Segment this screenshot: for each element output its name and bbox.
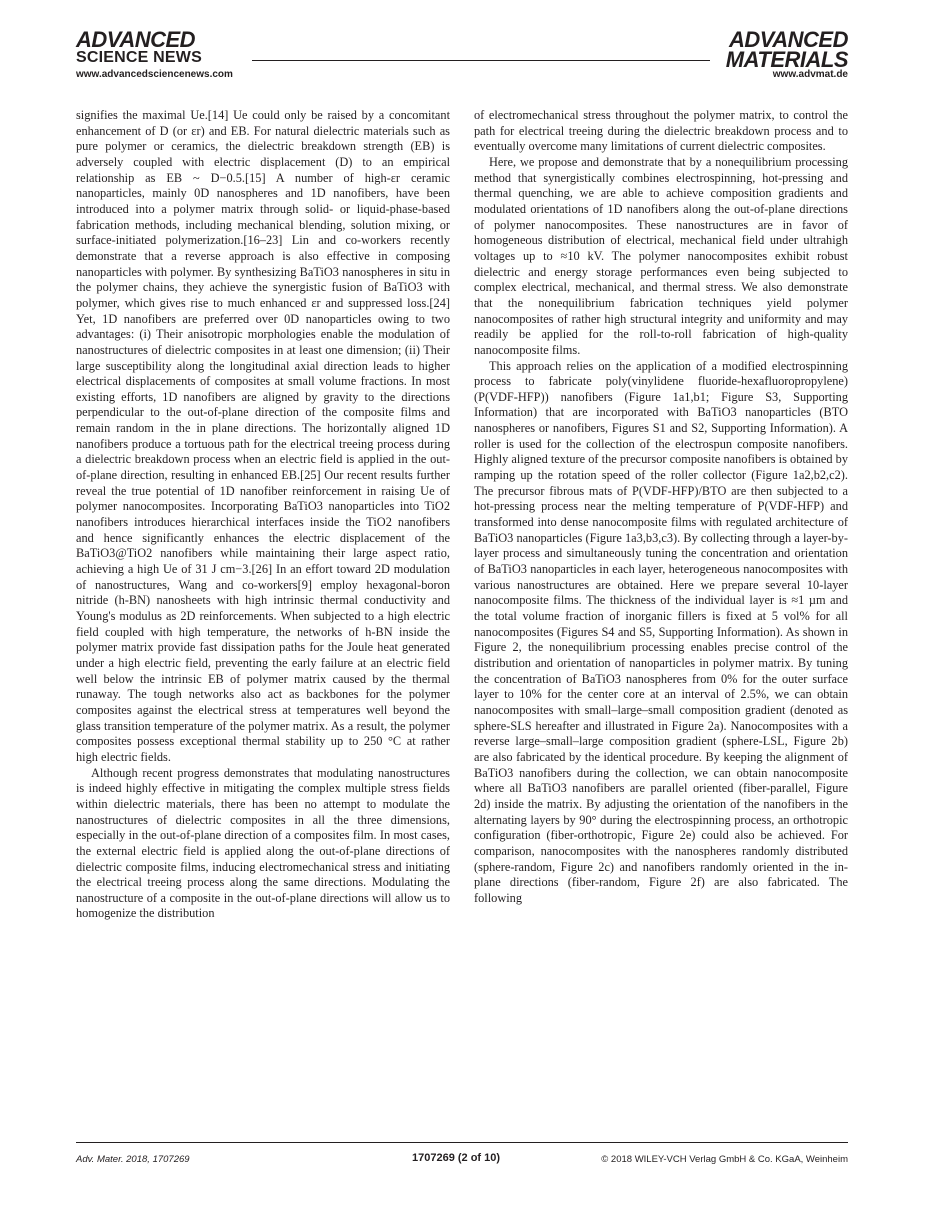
footer-rule bbox=[76, 1142, 848, 1143]
logo-line-2: SCIENCE NEWS bbox=[76, 49, 202, 66]
paragraph: Here, we propose and demonstrate that by a nonequilibrium processing method that synergistically combines electrospinning, hot-pressing and thermal quenching, we are able to achieve composition gradients and modulated orientations of 1D nanofibers along the out-of-plane directions of polymer nanocomposites. These nanostructures are in favor of homogeneous distribution of electrical, mechanical field under ultrahigh voltages up to ≈10 kV. The polymer nanocomposites exhibit robust dielectric and energy storage performances even being subjected to complex electrical, mechanical, and thermal stress. We also demonstrate that the nonequilibrium fabrication techniques yield polymer nanocomposites of rather high structural integrity and uniformity and may readily be applied for the roll-to-roll fabrication of high-quality nanocomposite films. bbox=[474, 154, 848, 357]
header-rule bbox=[252, 60, 710, 61]
footer-copyright: © 2018 WILEY-VCH Verlag GmbH & Co. KGaA, Weinheim bbox=[601, 1154, 848, 1165]
advanced-science-news-logo bbox=[76, 27, 276, 66]
left-column bbox=[76, 108, 450, 922]
footer-journal: Adv. Mater. 2018, 1707269 bbox=[76, 1154, 190, 1165]
paragraph: signifies the maximal Ue.[14] Ue could only be raised by a concomitant enhancement of D (or εr) and EB. For natural dielectric materials such as pure polymer or ceramics, the dielectric breakdown strength (EB) is adversely coupled with electric displacement (D) to an empirical relationship as EB ~ D−0.5.[15] A number of high-εr ceramic nanoparticles, mainly 0D nanospheres and 1D nanofibers, have been introduced into a polymer matrix through solid- or liquid-phase-based fabrication methods, including mechanical blending, solution mixing, or surface-initiated polymerization.[16–23] Lin and co-workers recently demonstrate that a reverse approach is also effective in composing nanoparticles with polymer. By synthesizing BaTiO3 nanospheres in situ in the polymer chains, they achieve the synergistic fusion of BaTiO3 with polymer, which gives rise to much enhanced εr and suppressed loss.[24] Yet, 1D nanofibers are preferred over 0D nanoparticles owing to two advantages: (i) Their anisotropic morphologies enable the modulation of nanostructures of dielectric composites in at least one dimension; (ii) Their large susceptibility along the longitudinal axial direction leads to higher electrical displacements of composites at small volume fractions. In most existing efforts, 1D nanofibers are aligned by gravity to the directions perpendicular to the out-of-plane direction of the composite films and remain random in the in plane directions. The horizontally aligned 1D nanofibers produce a tortuous path for the electrical treeing process during a dielectric breakdown process when an electric field is applied in the out-of-plane direction, resulting in enhanced EB.[25] Our recent results further reveal the true potential of 1D nanofiber reinforcement in raising Ue of polymer nanocomposites. Incorporating BaTiO3 nanoparticles into TiO2 nanofibers introduces hierarchical interfaces inside the TiO2 nanofibers and hence significantly enhances the electric displacement of the BaTiO3@TiO2 nanofibers while maintaining their large aspect ratio, achieving a high Ue of 31 J cm−3.[26] In an effort toward 2D modulation of nanostructures, Wang and co-workers[9] employ hexagonal-boron nitride (h-BN) nanosheets with high intrinsic thermal conductivity and Young's modulus as 2D reinforcements. When subjected to a high electric field coupled with high temperature, the networks of h-BN inside the polymer matrix provide fast dissipation paths for the Joule heat generated under a high electric field, preventing the early failure at an electric field well below the intrinsic EB of polymer matrix caused by the thermal runaway. The tough networks also act as backbones for the polymer composites against the electrical stress at temperatures well beyond the glass transition temperature of the polymer matrix. As a result, the polymer composites possess exceptional thermal stability up to 250 °C at rather high electric fields. bbox=[76, 108, 450, 764]
advanced-materials-logo bbox=[725, 27, 848, 72]
paragraph: This approach relies on the application of a modified electrospinning process to fabricate poly(vinylidene fluoride-hexafluoropropylene) (P(VDF-HFP)) nanofibers (Figure 1a1,b1; Figure S3, Supporting Information) that are incorporated with BaTiO3 nanoparticles (BTO nanospheres or nanofibers, Figures S1 and S2, Supporting Information). A roller is used for the collection of the electrospun composite nanofibers. Highly aligned texture of the precursor composite nanofibers is obtained by ramping up the rotation speed of the roller collector (Figure 1a2,b2,c2). The precursor fibrous mats of P(VDF-HFP)/BTO are then subjected to a hot-pressing process near the melting temperature of P(VDF-HFP) and transformed into dense nanocomposite films with regulated architecture of BaTiO3 nanoparticles (Figure 1a3,b3,c3). By collecting through a layer-by-layer process and simultaneously tuning the concentration and orientation of BaTiO3 nanoparticles in each layer, heterogeneous nanocomposites with various nanostructures are obtained. Here we prepare several 10-layer nanocomposite films. The thickness of the individual layer is ≈1 µm and the total volume fraction of inorganic fillers is fixed at 5 vol% for all nanocomposites (Figures S4 and S5, Supporting Information). As shown in Figure 2, the nonequilibrium processing enables precise control of the distribution and orientation of nanoparticles in polymer matrix. By tuning the concentration of BaTiO3 nanospheres from 0% for the outer surface layer to 10% for the center core at an interval of 2.5%, we can obtain nanocomposites with small–large–small composition gradient (denoted as sphere-SLS hereafter and illustrated in Figure 2a). Nanocomposites with a reverse large–small–large composition gradient (sphere-LSL, Figure 2b) are also fabricated by the identical procedure. By keeping the alignment of BaTiO3 nanofibers during the collection, we can obtain nanocomposite where all BaTiO3 nanofibers are parallel oriented (fiber-parallel, Figure 2d) inside the matrix. By adjusting the orientation of the nanofibers in the alternating layers by 90° during the electrospinning process, an orthotropic configuration (fiber-orthotropic, Figure 2e) could also be achieved. For comparison, nanocomposites with the nanospheres randomly distributed (sphere-random, Figure 2c) and nanofibers randomly oriented in the in-plane directions (fiber-random, Figure 2f) are also fabricated. The following bbox=[474, 358, 848, 905]
right-column bbox=[474, 108, 848, 906]
paragraph: Although recent progress demonstrates that modulating nanostructures is indeed highly effective in mitigating the complex multiple stress fields within dielectric materials, there has been no attempt to modulate the nanostructures of dielectric composites in all the three dimensions, especially in the out-of-plane direction of a composites film. In most cases, the external electric field is applied along the out-of-plane directions of dielectric composite films, inducing electromechanical stress and initiating the electrical treeing process along the same directions. Modulating the nanostructure of a composite in the out-of-plane directions will allow us to homogenize the distribution bbox=[76, 765, 450, 921]
left-site-link[interactable]: www.advancedsciencenews.com bbox=[76, 69, 233, 80]
footer-page-number: 1707269 (2 of 10) bbox=[412, 1152, 501, 1164]
paragraph: of electromechanical stress throughout the polymer matrix, to control the path for electrical treeing during the dielectric breakdown process and to eventually overcome many limitations of current dielectric composites. bbox=[474, 108, 848, 154]
logo-line-2: MATERIALS bbox=[725, 47, 848, 72]
logo-line-1: ADVANCED bbox=[76, 27, 196, 52]
logo-line-1: ADVANCED bbox=[728, 27, 848, 52]
right-site-link[interactable]: www.advmat.de bbox=[772, 69, 848, 80]
